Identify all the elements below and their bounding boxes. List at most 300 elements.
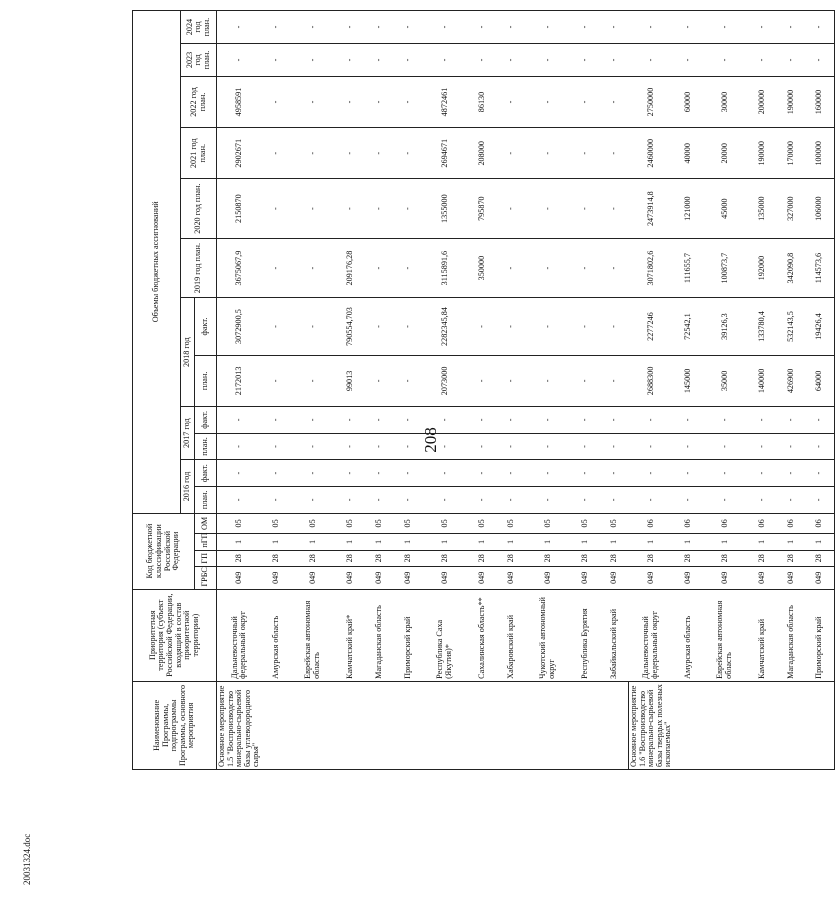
- cell-om: 06: [748, 513, 777, 534]
- header-2016-fact: факт.: [195, 460, 217, 487]
- cell-v2020: 795870: [468, 179, 497, 238]
- table-row: [365, 11, 394, 770]
- cell-grbs: 049: [217, 567, 262, 590]
- cell-pgp: 1: [497, 534, 526, 550]
- cell-v2023: -: [806, 44, 835, 77]
- cell-v2017p: -: [423, 433, 468, 460]
- cell-v2016f: -: [600, 460, 629, 487]
- header-2017-plan: план.: [195, 433, 217, 460]
- cell-v2019: 111655,7: [674, 238, 703, 297]
- cell-gp: 28: [497, 550, 526, 566]
- cell-v2022: -: [336, 76, 365, 127]
- cell-pgp: 1: [629, 534, 674, 550]
- cell-v2017p: -: [497, 433, 526, 460]
- cell-v2022: 86130: [468, 76, 497, 127]
- cell-v2020: 135000: [748, 179, 777, 238]
- cell-pgp: 1: [703, 534, 748, 550]
- table-row: [394, 11, 423, 770]
- cell-v2016p: -: [674, 486, 703, 513]
- cell-grbs: 049: [394, 567, 423, 590]
- cell-v2017f: -: [806, 407, 835, 434]
- cell-v2017p: -: [600, 433, 629, 460]
- cell-v2021: -: [497, 128, 526, 179]
- cell-v2020: -: [336, 179, 365, 238]
- cell-v2017p: -: [703, 433, 748, 460]
- cell-v2022: 60000: [674, 76, 703, 127]
- cell-v2018f: -: [291, 298, 336, 355]
- cell-v2016f: -: [748, 460, 777, 487]
- cell-v2018f: -: [571, 298, 600, 355]
- cell-v2019: 114573,6: [806, 238, 835, 297]
- cell-v2023: -: [217, 44, 262, 77]
- territory-cell: Амурская область: [674, 589, 703, 681]
- cell-v2017f: -: [674, 407, 703, 434]
- header-2023: 2023 год план.: [181, 44, 217, 77]
- table-row: [703, 11, 748, 770]
- cell-v2016p: -: [217, 486, 262, 513]
- cell-pgp: 1: [262, 534, 291, 550]
- cell-v2016f: -: [291, 460, 336, 487]
- cell-v2017p: -: [217, 433, 262, 460]
- cell-v2018f: -: [526, 298, 571, 355]
- cell-gp: 28: [526, 550, 571, 566]
- territory-cell: Приморский край: [806, 589, 835, 681]
- cell-v2020: 2150870: [217, 179, 262, 238]
- page-number: 208: [420, 427, 440, 453]
- cell-v2024: -: [777, 11, 806, 44]
- cell-gp: 28: [629, 550, 674, 566]
- cell-v2017f: -: [629, 407, 674, 434]
- cell-om: 05: [336, 513, 365, 534]
- header-2019: 2019 год план.: [181, 238, 217, 297]
- territory-cell: Забайкальский край: [600, 589, 629, 681]
- cell-pgp: 1: [365, 534, 394, 550]
- cell-grbs: 049: [571, 567, 600, 590]
- cell-pgp: 1: [217, 534, 262, 550]
- cell-v2018f: 790554,703: [336, 298, 365, 355]
- cell-v2017p: -: [365, 433, 394, 460]
- cell-v2022: -: [394, 76, 423, 127]
- cell-v2018f: -: [497, 298, 526, 355]
- cell-v2024: -: [291, 11, 336, 44]
- cell-v2017p: -: [291, 433, 336, 460]
- cell-gp: 28: [262, 550, 291, 566]
- territory-cell: Приморский край: [394, 589, 423, 681]
- cell-v2016p: -: [291, 486, 336, 513]
- cell-v2017p: -: [629, 433, 674, 460]
- territory-cell: Камчатский край*: [336, 589, 365, 681]
- cell-v2018f: 3072900,5: [217, 298, 262, 355]
- cell-gp: 28: [394, 550, 423, 566]
- cell-v2017f: -: [748, 407, 777, 434]
- cell-v2016p: -: [748, 486, 777, 513]
- cell-v2024: -: [526, 11, 571, 44]
- cell-v2021: 190000: [748, 128, 777, 179]
- table-row: [571, 11, 600, 770]
- header-pgp: пГП: [195, 534, 217, 550]
- cell-v2023: -: [600, 44, 629, 77]
- cell-v2018f: -: [394, 298, 423, 355]
- cell-v2017p: -: [262, 433, 291, 460]
- cell-v2019: -: [571, 238, 600, 297]
- cell-v2017f: -: [394, 407, 423, 434]
- cell-pgp: 1: [336, 534, 365, 550]
- cell-v2017f: -: [423, 407, 468, 434]
- cell-v2016p: -: [777, 486, 806, 513]
- cell-gp: 28: [600, 550, 629, 566]
- cell-v2021: 208000: [468, 128, 497, 179]
- cell-v2018p: -: [497, 355, 526, 406]
- cell-v2018p: 140000: [748, 355, 777, 406]
- header-2016-plan: план.: [195, 486, 217, 513]
- cell-v2018p: 426900: [777, 355, 806, 406]
- cell-v2019: 350000: [468, 238, 497, 297]
- cell-v2016f: -: [526, 460, 571, 487]
- cell-v2019: -: [262, 238, 291, 297]
- cell-v2016p: -: [394, 486, 423, 513]
- cell-v2022: 2750000: [629, 76, 674, 127]
- cell-v2024: -: [262, 11, 291, 44]
- cell-gp: 28: [777, 550, 806, 566]
- cell-v2022: 190000: [777, 76, 806, 127]
- cell-v2017f: -: [777, 407, 806, 434]
- cell-v2016f: -: [703, 460, 748, 487]
- table-row: [262, 11, 291, 770]
- cell-grbs: 049: [262, 567, 291, 590]
- cell-pgp: 1: [394, 534, 423, 550]
- cell-v2016p: -: [806, 486, 835, 513]
- cell-gp: 28: [674, 550, 703, 566]
- cell-grbs: 049: [336, 567, 365, 590]
- cell-v2018p: 2688300: [629, 355, 674, 406]
- cell-v2016f: -: [394, 460, 423, 487]
- cell-pgp: 1: [423, 534, 468, 550]
- cell-v2024: -: [703, 11, 748, 44]
- territory-cell: Республика Саха (Якутия)*: [423, 589, 468, 681]
- cell-v2016f: -: [262, 460, 291, 487]
- cell-grbs: 049: [703, 567, 748, 590]
- cell-v2016f: -: [674, 460, 703, 487]
- cell-v2017f: -: [217, 407, 262, 434]
- cell-v2018f: 2277246: [629, 298, 674, 355]
- cell-v2023: -: [703, 44, 748, 77]
- cell-v2022: -: [571, 76, 600, 127]
- cell-v2021: 2460000: [629, 128, 674, 179]
- cell-v2021: 2902671: [217, 128, 262, 179]
- table-row: [468, 11, 497, 770]
- cell-gp: 28: [748, 550, 777, 566]
- cell-v2016f: -: [423, 460, 468, 487]
- cell-v2018p: -: [571, 355, 600, 406]
- cell-v2024: -: [497, 11, 526, 44]
- cell-grbs: 049: [291, 567, 336, 590]
- cell-grbs: 049: [674, 567, 703, 590]
- cell-v2017p: -: [394, 433, 423, 460]
- cell-v2017f: -: [336, 407, 365, 434]
- cell-v2024: -: [806, 11, 835, 44]
- cell-v2016p: -: [497, 486, 526, 513]
- territory-cell: Камчатский край: [748, 589, 777, 681]
- cell-v2021: 2694671: [423, 128, 468, 179]
- cell-v2018f: 19426,4: [806, 298, 835, 355]
- cell-v2024: -: [468, 11, 497, 44]
- cell-om: 06: [777, 513, 806, 534]
- cell-v2019: -: [526, 238, 571, 297]
- cell-v2021: -: [291, 128, 336, 179]
- territory-cell: Дальневосточный федеральный округ: [629, 589, 674, 681]
- cell-v2020: -: [394, 179, 423, 238]
- cell-v2019: 3675067,9: [217, 238, 262, 297]
- cell-v2018f: 72542,1: [674, 298, 703, 355]
- cell-v2024: -: [674, 11, 703, 44]
- cell-v2021: -: [365, 128, 394, 179]
- cell-v2017p: -: [777, 433, 806, 460]
- cell-v2019: 192000: [748, 238, 777, 297]
- cell-v2016f: -: [497, 460, 526, 487]
- cell-v2024: -: [571, 11, 600, 44]
- cell-v2022: -: [291, 76, 336, 127]
- table-row: [526, 11, 571, 770]
- cell-gp: 28: [468, 550, 497, 566]
- program-cell: Основное мероприятие 1.6 "Воспроизводство минерально-сырьевой базы твердых полезных ископаемых": [629, 681, 835, 769]
- table-row: [674, 11, 703, 770]
- table-row: [806, 11, 835, 770]
- header-grbs: ГРБС: [195, 567, 217, 590]
- cell-v2018p: 145000: [674, 355, 703, 406]
- cell-v2021: 170000: [777, 128, 806, 179]
- cell-v2017f: -: [497, 407, 526, 434]
- cell-v2016p: -: [571, 486, 600, 513]
- cell-v2019: -: [365, 238, 394, 297]
- cell-pgp: 1: [748, 534, 777, 550]
- table-row: [600, 11, 629, 770]
- cell-pgp: 1: [600, 534, 629, 550]
- cell-grbs: 049: [497, 567, 526, 590]
- cell-pgp: 1: [526, 534, 571, 550]
- header-gp: ГП: [195, 550, 217, 566]
- document-code: 20031324.doc: [22, 833, 32, 885]
- cell-v2023: -: [629, 44, 674, 77]
- header-om: ОМ: [195, 513, 217, 534]
- cell-gp: 28: [217, 550, 262, 566]
- cell-v2023: -: [748, 44, 777, 77]
- cell-v2017p: -: [336, 433, 365, 460]
- cell-v2023: -: [262, 44, 291, 77]
- cell-v2022: 4872461: [423, 76, 468, 127]
- cell-v2020: -: [497, 179, 526, 238]
- cell-v2018f: 532143,5: [777, 298, 806, 355]
- territory-cell: Еврейская автономная область: [703, 589, 748, 681]
- cell-v2023: -: [468, 44, 497, 77]
- cell-v2022: -: [365, 76, 394, 127]
- cell-v2017p: -: [526, 433, 571, 460]
- cell-v2024: -: [600, 11, 629, 44]
- cell-v2023: -: [365, 44, 394, 77]
- cell-v2022: 30000: [703, 76, 748, 127]
- territory-cell: Магаданская область: [365, 589, 394, 681]
- cell-v2023: -: [394, 44, 423, 77]
- cell-v2023: -: [674, 44, 703, 77]
- cell-pgp: 1: [674, 534, 703, 550]
- cell-v2018p: -: [291, 355, 336, 406]
- cell-v2017p: -: [674, 433, 703, 460]
- cell-v2022: -: [600, 76, 629, 127]
- cell-v2023: -: [336, 44, 365, 77]
- territory-cell: Чукотский автономный округ: [526, 589, 571, 681]
- cell-v2020: -: [262, 179, 291, 238]
- cell-om: 05: [468, 513, 497, 534]
- cell-v2017f: -: [703, 407, 748, 434]
- cell-v2019: -: [291, 238, 336, 297]
- cell-v2020: -: [600, 179, 629, 238]
- cell-v2018p: -: [526, 355, 571, 406]
- cell-v2016f: -: [468, 460, 497, 487]
- cell-grbs: 049: [365, 567, 394, 590]
- header-2024: 2024 год план.: [181, 11, 217, 44]
- cell-om: 05: [365, 513, 394, 534]
- territory-cell: Хабаровский край: [497, 589, 526, 681]
- cell-om: 05: [262, 513, 291, 534]
- cell-v2016p: -: [336, 486, 365, 513]
- cell-v2021: 20000: [703, 128, 748, 179]
- cell-v2016p: -: [423, 486, 468, 513]
- cell-gp: 28: [806, 550, 835, 566]
- cell-v2024: -: [365, 11, 394, 44]
- cell-v2022: 200000: [748, 76, 777, 127]
- cell-pgp: 1: [468, 534, 497, 550]
- cell-v2019: 342090,8: [777, 238, 806, 297]
- cell-grbs: 049: [600, 567, 629, 590]
- cell-v2016f: -: [806, 460, 835, 487]
- cell-grbs: 049: [526, 567, 571, 590]
- cell-v2017p: -: [806, 433, 835, 460]
- cell-v2021: 40000: [674, 128, 703, 179]
- table-body: [217, 11, 835, 770]
- cell-v2016f: -: [336, 460, 365, 487]
- cell-v2020: -: [291, 179, 336, 238]
- cell-v2020: 45000: [703, 179, 748, 238]
- header-program: Наименование Программы, подпрограммы Программы, основного мероприятия: [133, 681, 217, 769]
- cell-v2024: -: [394, 11, 423, 44]
- cell-om: 06: [806, 513, 835, 534]
- cell-v2018p: 35000: [703, 355, 748, 406]
- cell-grbs: 049: [748, 567, 777, 590]
- cell-v2019: -: [394, 238, 423, 297]
- cell-om: 05: [291, 513, 336, 534]
- cell-v2018p: 99013: [336, 355, 365, 406]
- cell-v2019: 3071802,6: [629, 238, 674, 297]
- cell-v2016p: -: [526, 486, 571, 513]
- header-budget-code: Код бюджетной классификации Российской Федерации: [133, 513, 195, 589]
- cell-v2016p: -: [262, 486, 291, 513]
- cell-v2018f: 133780,4: [748, 298, 777, 355]
- cell-gp: 28: [291, 550, 336, 566]
- cell-v2021: -: [526, 128, 571, 179]
- cell-v2019: 209176,28: [336, 238, 365, 297]
- cell-grbs: 049: [629, 567, 674, 590]
- cell-pgp: 1: [571, 534, 600, 550]
- header-2018: 2018 год: [181, 298, 195, 407]
- cell-v2018f: 2282345,84: [423, 298, 468, 355]
- cell-v2018p: -: [365, 355, 394, 406]
- header-2022: 2022 год план.: [181, 76, 217, 127]
- cell-grbs: 049: [777, 567, 806, 590]
- cell-v2022: 160000: [806, 76, 835, 127]
- territory-cell: Дальневосточный федеральный округ: [217, 589, 262, 681]
- table-row: [748, 11, 777, 770]
- header-volume: Объемы бюджетных ассигнований: [133, 11, 181, 514]
- cell-v2018f: -: [365, 298, 394, 355]
- cell-v2017f: -: [262, 407, 291, 434]
- cell-v2020: -: [526, 179, 571, 238]
- header-2018-plan: план.: [195, 355, 217, 406]
- table-row: [336, 11, 365, 770]
- cell-v2023: -: [423, 44, 468, 77]
- cell-v2018p: 2172013: [217, 355, 262, 406]
- cell-v2016f: -: [365, 460, 394, 487]
- header-2017-fact: факт.: [195, 407, 217, 434]
- cell-grbs: 049: [423, 567, 468, 590]
- cell-v2017f: -: [365, 407, 394, 434]
- cell-om: 05: [497, 513, 526, 534]
- territory-cell: Амурская область: [262, 589, 291, 681]
- cell-om: 06: [629, 513, 674, 534]
- header-2021: 2021 год план.: [181, 128, 217, 179]
- cell-pgp: 1: [291, 534, 336, 550]
- cell-v2023: -: [526, 44, 571, 77]
- cell-om: 05: [394, 513, 423, 534]
- territory-cell: Еврейская автономная область: [291, 589, 336, 681]
- cell-om: 05: [423, 513, 468, 534]
- cell-v2023: -: [291, 44, 336, 77]
- table-row: [423, 11, 468, 770]
- cell-v2024: -: [336, 11, 365, 44]
- cell-v2020: 1355000: [423, 179, 468, 238]
- header-2017: 2017 год: [181, 407, 195, 460]
- cell-v2021: -: [262, 128, 291, 179]
- cell-grbs: 049: [468, 567, 497, 590]
- cell-v2022: 4958591: [217, 76, 262, 127]
- cell-v2019: 3115891,6: [423, 238, 468, 297]
- cell-v2017f: -: [600, 407, 629, 434]
- cell-v2017f: -: [468, 407, 497, 434]
- cell-v2021: 100000: [806, 128, 835, 179]
- cell-pgp: 1: [806, 534, 835, 550]
- cell-v2022: -: [526, 76, 571, 127]
- header-territory: Приоритетная территория (субъект Российской Федерации, входящий в состав приоритетной территории): [133, 589, 217, 681]
- cell-v2016p: -: [629, 486, 674, 513]
- cell-v2018p: -: [468, 355, 497, 406]
- cell-v2024: -: [423, 11, 468, 44]
- header-2018-fact: факт.: [195, 298, 217, 355]
- cell-v2016f: -: [777, 460, 806, 487]
- cell-pgp: 1: [777, 534, 806, 550]
- cell-gp: 28: [703, 550, 748, 566]
- cell-v2017p: -: [748, 433, 777, 460]
- territory-cell: Магаданская область: [777, 589, 806, 681]
- budget-table: [132, 10, 835, 770]
- cell-v2018p: 64000: [806, 355, 835, 406]
- cell-v2017p: -: [571, 433, 600, 460]
- cell-v2022: -: [262, 76, 291, 127]
- cell-v2024: -: [748, 11, 777, 44]
- cell-v2016p: -: [365, 486, 394, 513]
- header-2016: 2016 год: [181, 460, 195, 513]
- cell-v2018p: -: [262, 355, 291, 406]
- cell-v2017f: -: [571, 407, 600, 434]
- cell-v2018p: -: [394, 355, 423, 406]
- table-row: [291, 11, 336, 770]
